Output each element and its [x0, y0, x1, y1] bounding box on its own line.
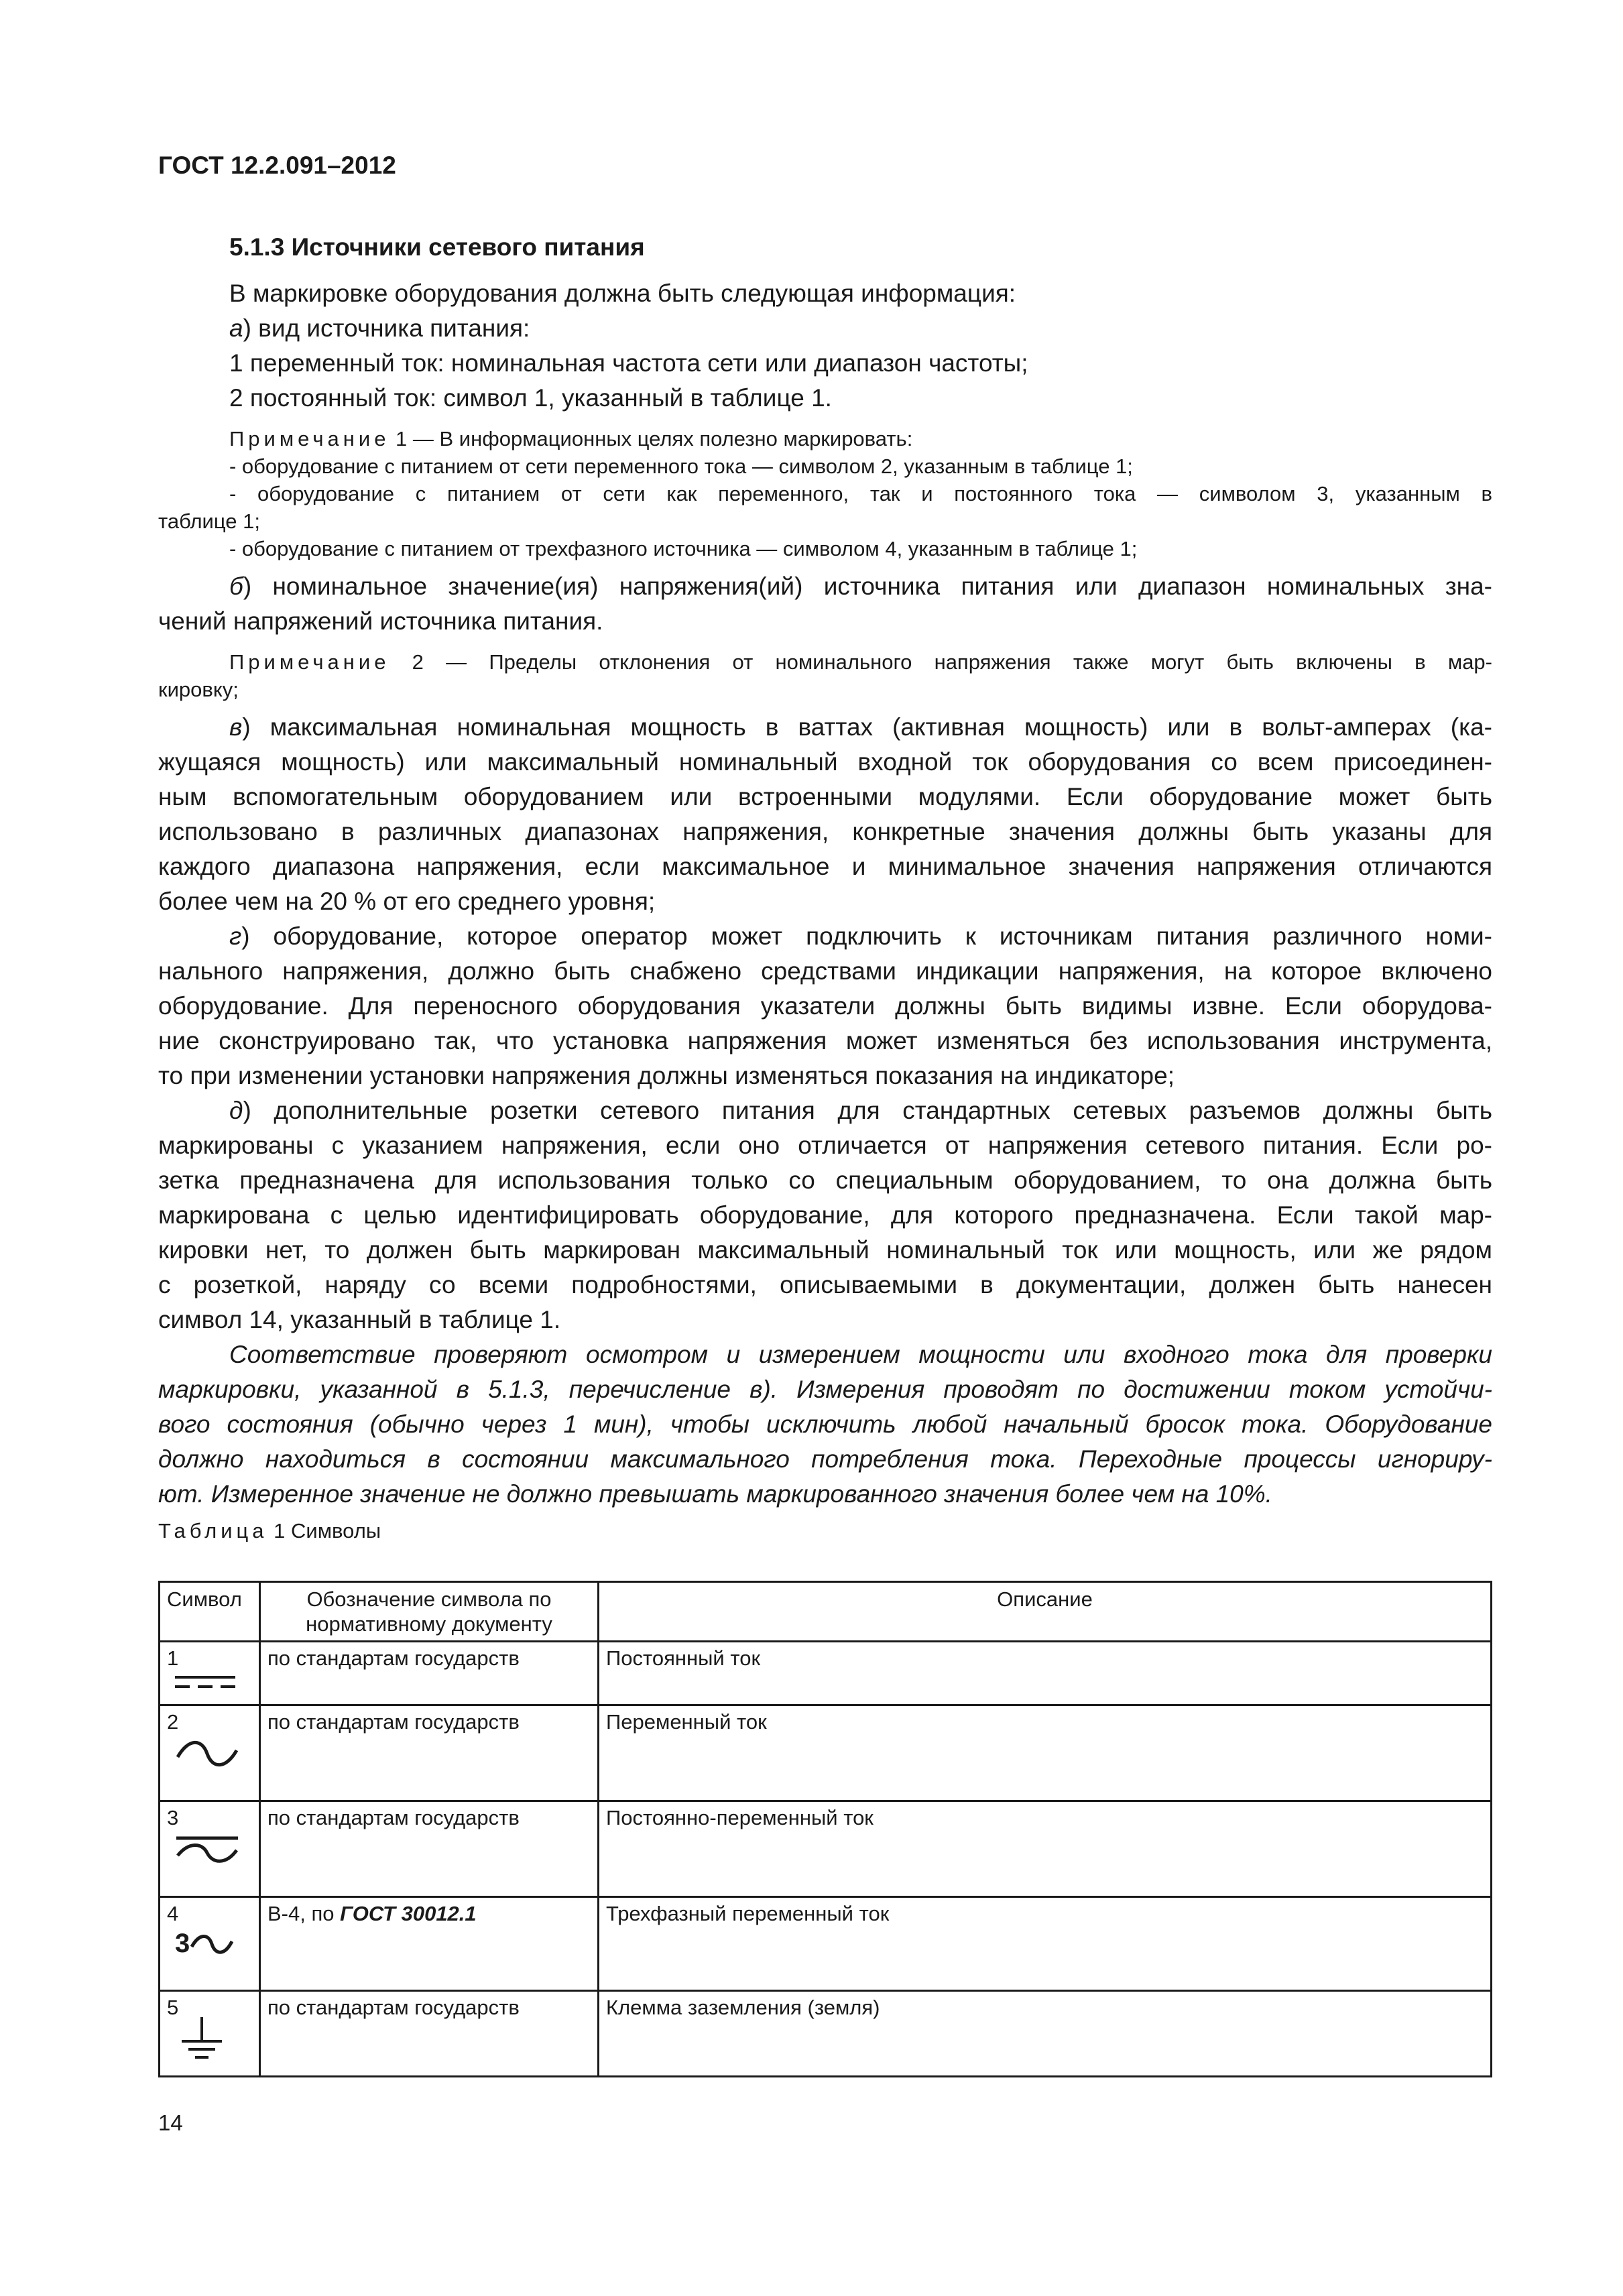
note-2-line: кировку; — [158, 678, 239, 701]
section-title: 5.1.3 Источники сетевого питания — [229, 233, 645, 261]
item-d-line: кировки нет, то должен быть маркирован максимальный номинальный ток или мощность, или же рядом — [158, 1236, 1492, 1264]
compliance-line: ют. Измеренное значение не должно превышать маркированного значения более чем на 10%. — [158, 1480, 1272, 1508]
symbol-cell — [160, 1991, 260, 2077]
three-phase-label: 3 — [175, 1929, 190, 1958]
compliance-line: маркировки, указанной в 5.1.3, перечисление в). Измерения проводят по достижении током устойчи- — [158, 1376, 1492, 1403]
table-row — [160, 1642, 1492, 1705]
dc-current-icon — [175, 1673, 235, 1691]
item-d-line: зетка предназначена для использования только со специальным оборудованием, то она должна быть — [158, 1166, 1492, 1194]
item-d-line: маркирована с целью идентифицировать оборудование, для которого предназначена. Если такой мар- — [158, 1201, 1492, 1229]
item-g: г) оборудование, которое оператор может подключить к источникам питания различного номи- — [229, 922, 1492, 950]
compliance-line: вого состояния (обычно через 1 мин), чтобы исключить любой начальный бросок тока. Оборудование — [158, 1410, 1492, 1438]
compliance-text: Соответствие проверяют осмотром и измерением мощности или входного тока для проверки — [229, 1341, 1492, 1368]
description-cell: Клемма заземления (земля) — [599, 1991, 1492, 2077]
note-2: Примечание 2 — Пределы отклонения от номинального напряжения также могут быть включены в мар- — [229, 650, 1492, 674]
item-v-line: более чем на 20 % от его среднего уровня; — [158, 888, 656, 915]
symbol-number: 3 — [167, 1806, 179, 1829]
table-header-row — [160, 1582, 1492, 1642]
description-cell: Постоянно-переменный ток — [599, 1801, 1492, 1897]
note-1-line: - оборудование с питанием от сети как переменного, так и постоянного тока — символом 3, указанным в — [229, 482, 1492, 505]
symbol-cell — [160, 1642, 260, 1705]
designation-cell: по стандартам государств — [260, 1991, 599, 2077]
item-v-line: ным вспомогательным оборудованием или встроенными модулями. Если оборудование может быть — [158, 783, 1492, 810]
item-g-line: ние сконструировано так, что установка напряжения может изменяться без использования инструмента, — [158, 1027, 1492, 1054]
symbol-cell — [160, 1705, 260, 1801]
intro-line: 2 постоянный ток: символ 1, указанный в таблице 1. — [229, 384, 832, 412]
intro-line: а) вид источника питания: — [229, 314, 530, 342]
ac-wave-icon — [190, 1931, 234, 1957]
symbol-number: 2 — [167, 1710, 179, 1734]
description-cell: Постоянный ток — [599, 1642, 1492, 1705]
item-d-line: символ 14, указанный в таблице 1. — [158, 1306, 561, 1333]
symbol-cell — [160, 1897, 260, 1991]
designation-cell: по стандартам государств — [260, 1705, 599, 1801]
item-g-line: нального напряжения, должно быть снабжено средствами индикации напряжения, на которое включено — [158, 957, 1492, 985]
designation-cell: по стандартам государств — [260, 1801, 599, 1897]
table-row — [160, 1897, 1492, 1991]
item-v-line: каждого диапазона напряжения, если максимальное и минимальное значения напряжения отличаются — [158, 853, 1492, 880]
earth-ground-icon — [175, 2016, 229, 2063]
designation-cell: В-4, по ГОСТ 30012.1 — [260, 1897, 599, 1991]
description-cell: Трехфазный переменный ток — [599, 1897, 1492, 1991]
compliance-line: должно находиться в состоянии максимального потребления тока. Переходные процессы игнориру- — [158, 1445, 1492, 1473]
symbol-cell — [160, 1801, 260, 1897]
ac-current-icon — [175, 1737, 239, 1770]
item-g-line: то при изменении установки напряжения должны изменяться показания на индикаторе; — [158, 1062, 1175, 1089]
item-g-line: оборудование. Для переносного оборудования указатели должны быть видимы извне. Если оборудова- — [158, 992, 1492, 1020]
intro-line: 1 переменный ток: номинальная частота сети или диапазон частоты; — [229, 349, 1028, 377]
standard-reference: ГОСТ 30012.1 — [340, 1902, 477, 1925]
item-v: в) максимальная номинальная мощность в ваттах (активная мощность) или в вольт-амперах (ка- — [229, 713, 1492, 741]
designation-cell: по стандартам государств — [260, 1642, 599, 1705]
table-row — [160, 1991, 1492, 2077]
intro-line: В маркировке оборудования должна быть следующая информация: — [229, 280, 1016, 307]
three-phase-ac-icon — [175, 1929, 252, 1959]
note-1-line: - оборудование с питанием от сети переменного тока — символом 2, указанным в таблице 1; — [229, 455, 1133, 478]
item-v-line: жущаяся мощность) или максимальный номинальный входной ток оборудования со всем присоединен- — [158, 748, 1492, 776]
table-row — [160, 1801, 1492, 1897]
symbol-number: 4 — [167, 1902, 179, 1925]
item-d: д) дополнительные розетки сетевого питания для стандартных сетевых разъемов должны быть — [229, 1097, 1492, 1124]
header-symbol: Символ — [160, 1582, 260, 1642]
symbol-number: 5 — [167, 1996, 179, 2019]
header-description: Описание — [599, 1582, 1492, 1642]
table-row — [160, 1705, 1492, 1801]
symbols-table — [158, 1581, 1492, 2077]
note-1-line: - оборудование с питанием от трехфазного источника — символом 4, указанным в таблице 1; — [229, 537, 1138, 560]
body-text — [158, 276, 1492, 1545]
table-caption: Таблица 1 Символы — [158, 1519, 381, 1543]
note-1: Примечание 1 — В информационных целях полезно маркировать: — [229, 427, 913, 450]
description-cell: Переменный ток — [599, 1705, 1492, 1801]
note-1-line: таблице 1; — [158, 509, 260, 533]
ac-dc-current-icon — [175, 1833, 239, 1866]
symbol-number: 1 — [167, 1646, 179, 1670]
item-v-line: использовано в различных диапазонах напряжения, конкретные значения должны быть указаны для — [158, 818, 1492, 845]
item-d-line: маркированы с указанием напряжения, если оно отличается от напряжения сетевого питания. Если ро- — [158, 1132, 1492, 1159]
page-number: 14 — [158, 2110, 183, 2135]
item-d-line: с розеткой, наряду со всеми подробностями, описываемыми в документации, должен быть нанесен — [158, 1271, 1492, 1298]
item-b: б) номинальное значение(ия) напряжения(ий) источника питания или диапазон номинальных зна- — [229, 572, 1492, 600]
header-designation: Обозначение символа по нормативному документу — [260, 1582, 599, 1642]
document-code: ГОСТ 12.2.091–2012 — [158, 152, 396, 179]
item-b-line: чений напряжений источника питания. — [158, 607, 603, 635]
